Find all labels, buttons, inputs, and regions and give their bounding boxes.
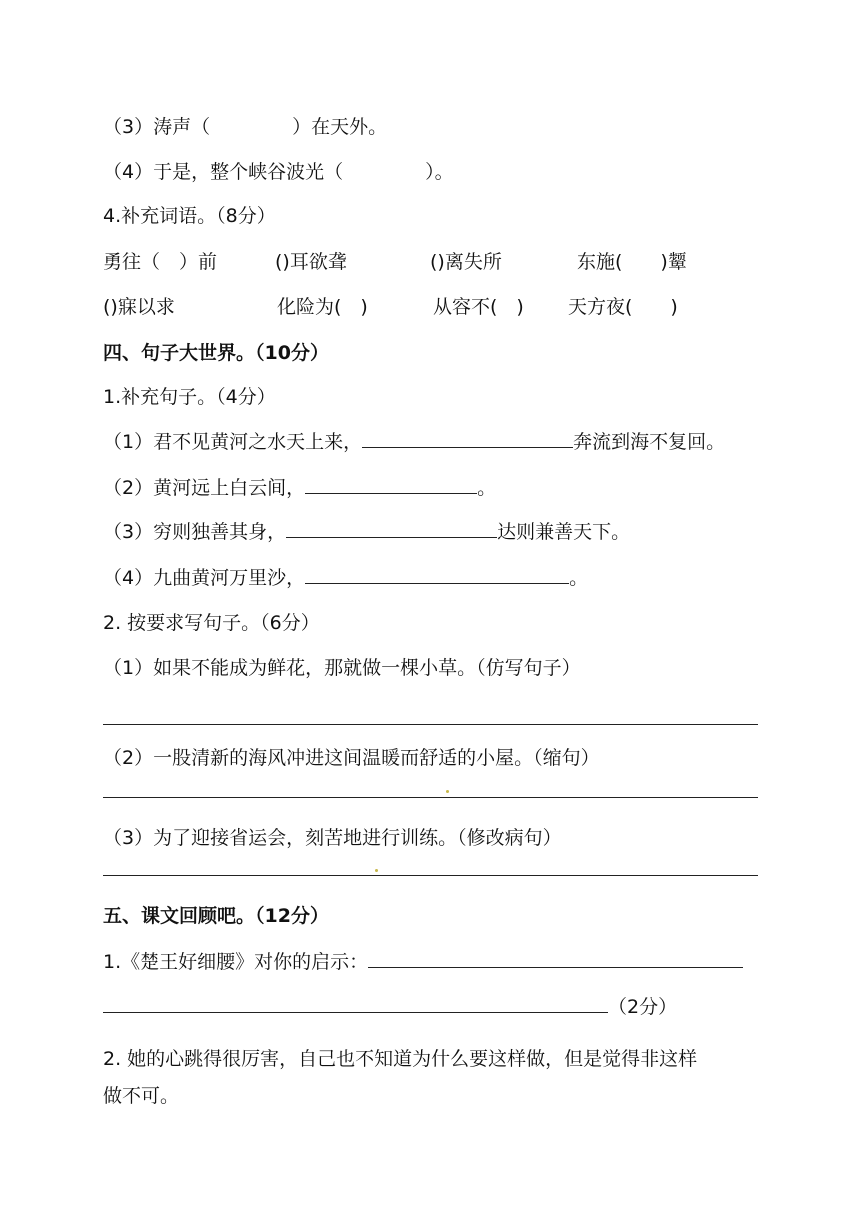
complete-sentence-2-prefix: （2）黄河远上白云间，	[103, 477, 306, 499]
idiom-2-4: 天方夜( )	[568, 296, 678, 318]
complete-sentence-4-suffix: 。	[569, 567, 589, 589]
complete-sentence-1-prefix: （1）君不见黄河之水天上来，	[103, 431, 363, 453]
rewrite-prompt-1: （1）如果不能成为鲜花，那就做一棵小草。（仿写句子）	[103, 657, 581, 679]
complete-sentence-3-prefix: （3）穷则独善其身，	[103, 521, 287, 543]
fill-line-4-prefix: （4）于是，整个峡谷波光（	[103, 161, 344, 183]
complete-sentence-2-suffix: 。	[477, 477, 497, 499]
complete-sentence-3	[103, 519, 630, 545]
section-5-q1-prompt: 1.《楚王好细腰》对你的启示：	[103, 951, 369, 973]
idiom-1-4: 东施( )颦	[577, 251, 687, 273]
section-5-q1-blank-2[interactable]	[103, 994, 608, 1013]
complete-sentence-3-blank[interactable]	[286, 519, 497, 538]
idiom-2-1: ()寐以求	[103, 296, 175, 318]
section-5-q2-line-2: 做不可。	[103, 1085, 180, 1107]
section-5-q1-points: （2分）	[608, 996, 678, 1018]
section-4-q1-heading: 1.补充句子。（4分）	[103, 386, 276, 408]
section-4-title: 四、句子大世界。（10分）	[103, 342, 329, 364]
section-5-q1-cont	[103, 994, 677, 1020]
complete-sentence-1	[103, 429, 725, 455]
rewrite-prompt-2: （2）一股清新的海风冲进这间温暖而舒适的小屋。（缩句）	[103, 747, 600, 769]
complete-sentence-1-blank[interactable]	[362, 429, 573, 448]
complete-sentence-1-suffix: 奔流到海不复回。	[573, 431, 726, 453]
speck	[446, 790, 449, 793]
complete-sentence-4-prefix: （4）九曲黄河万里沙，	[103, 567, 306, 589]
section-5-q2-line-1: 2. 她的心跳得很厉害，自己也不知道为什么要这样做，但是觉得非这样	[103, 1048, 698, 1070]
fill-line-4-suffix: ）。	[425, 161, 454, 183]
idiom-2-3: 从容不( )	[433, 296, 524, 318]
complete-sentence-2-blank[interactable]	[305, 475, 477, 494]
complete-sentence-3-suffix: 达则兼善天下。	[497, 521, 631, 543]
rewrite-prompt-3: （3）为了迎接省运会，刻苦地进行训练。（修改病句）	[103, 827, 562, 849]
idioms-heading: 4.补充词语。（8分）	[103, 205, 276, 227]
idiom-1-2: ()耳欲聋	[275, 251, 347, 273]
section-5-q1	[103, 949, 743, 975]
answer-line-2[interactable]	[103, 797, 758, 798]
speck	[375, 869, 378, 872]
idiom-1-3: ()离失所	[430, 251, 502, 273]
idiom-2-2: 化险为( )	[277, 296, 368, 318]
fill-line-3	[103, 114, 387, 140]
complete-sentence-4-blank[interactable]	[305, 565, 569, 584]
answer-line-1[interactable]	[103, 724, 758, 725]
answer-line-3[interactable]	[103, 875, 758, 876]
fill-line-3-suffix: ）在天外。	[292, 116, 388, 138]
fill-line-4	[103, 159, 454, 185]
section-5-title: 五、课文回顾吧。（12分）	[103, 905, 329, 927]
idiom-1-1: 勇往（ ）前	[103, 251, 218, 273]
fill-line-3-prefix: （3）涛声（	[103, 116, 211, 138]
complete-sentence-2	[103, 475, 496, 501]
section-5-q1-blank[interactable]	[368, 949, 743, 968]
section-4-q2-heading: 2. 按要求写句子。（6分）	[103, 612, 320, 634]
complete-sentence-4	[103, 565, 588, 591]
